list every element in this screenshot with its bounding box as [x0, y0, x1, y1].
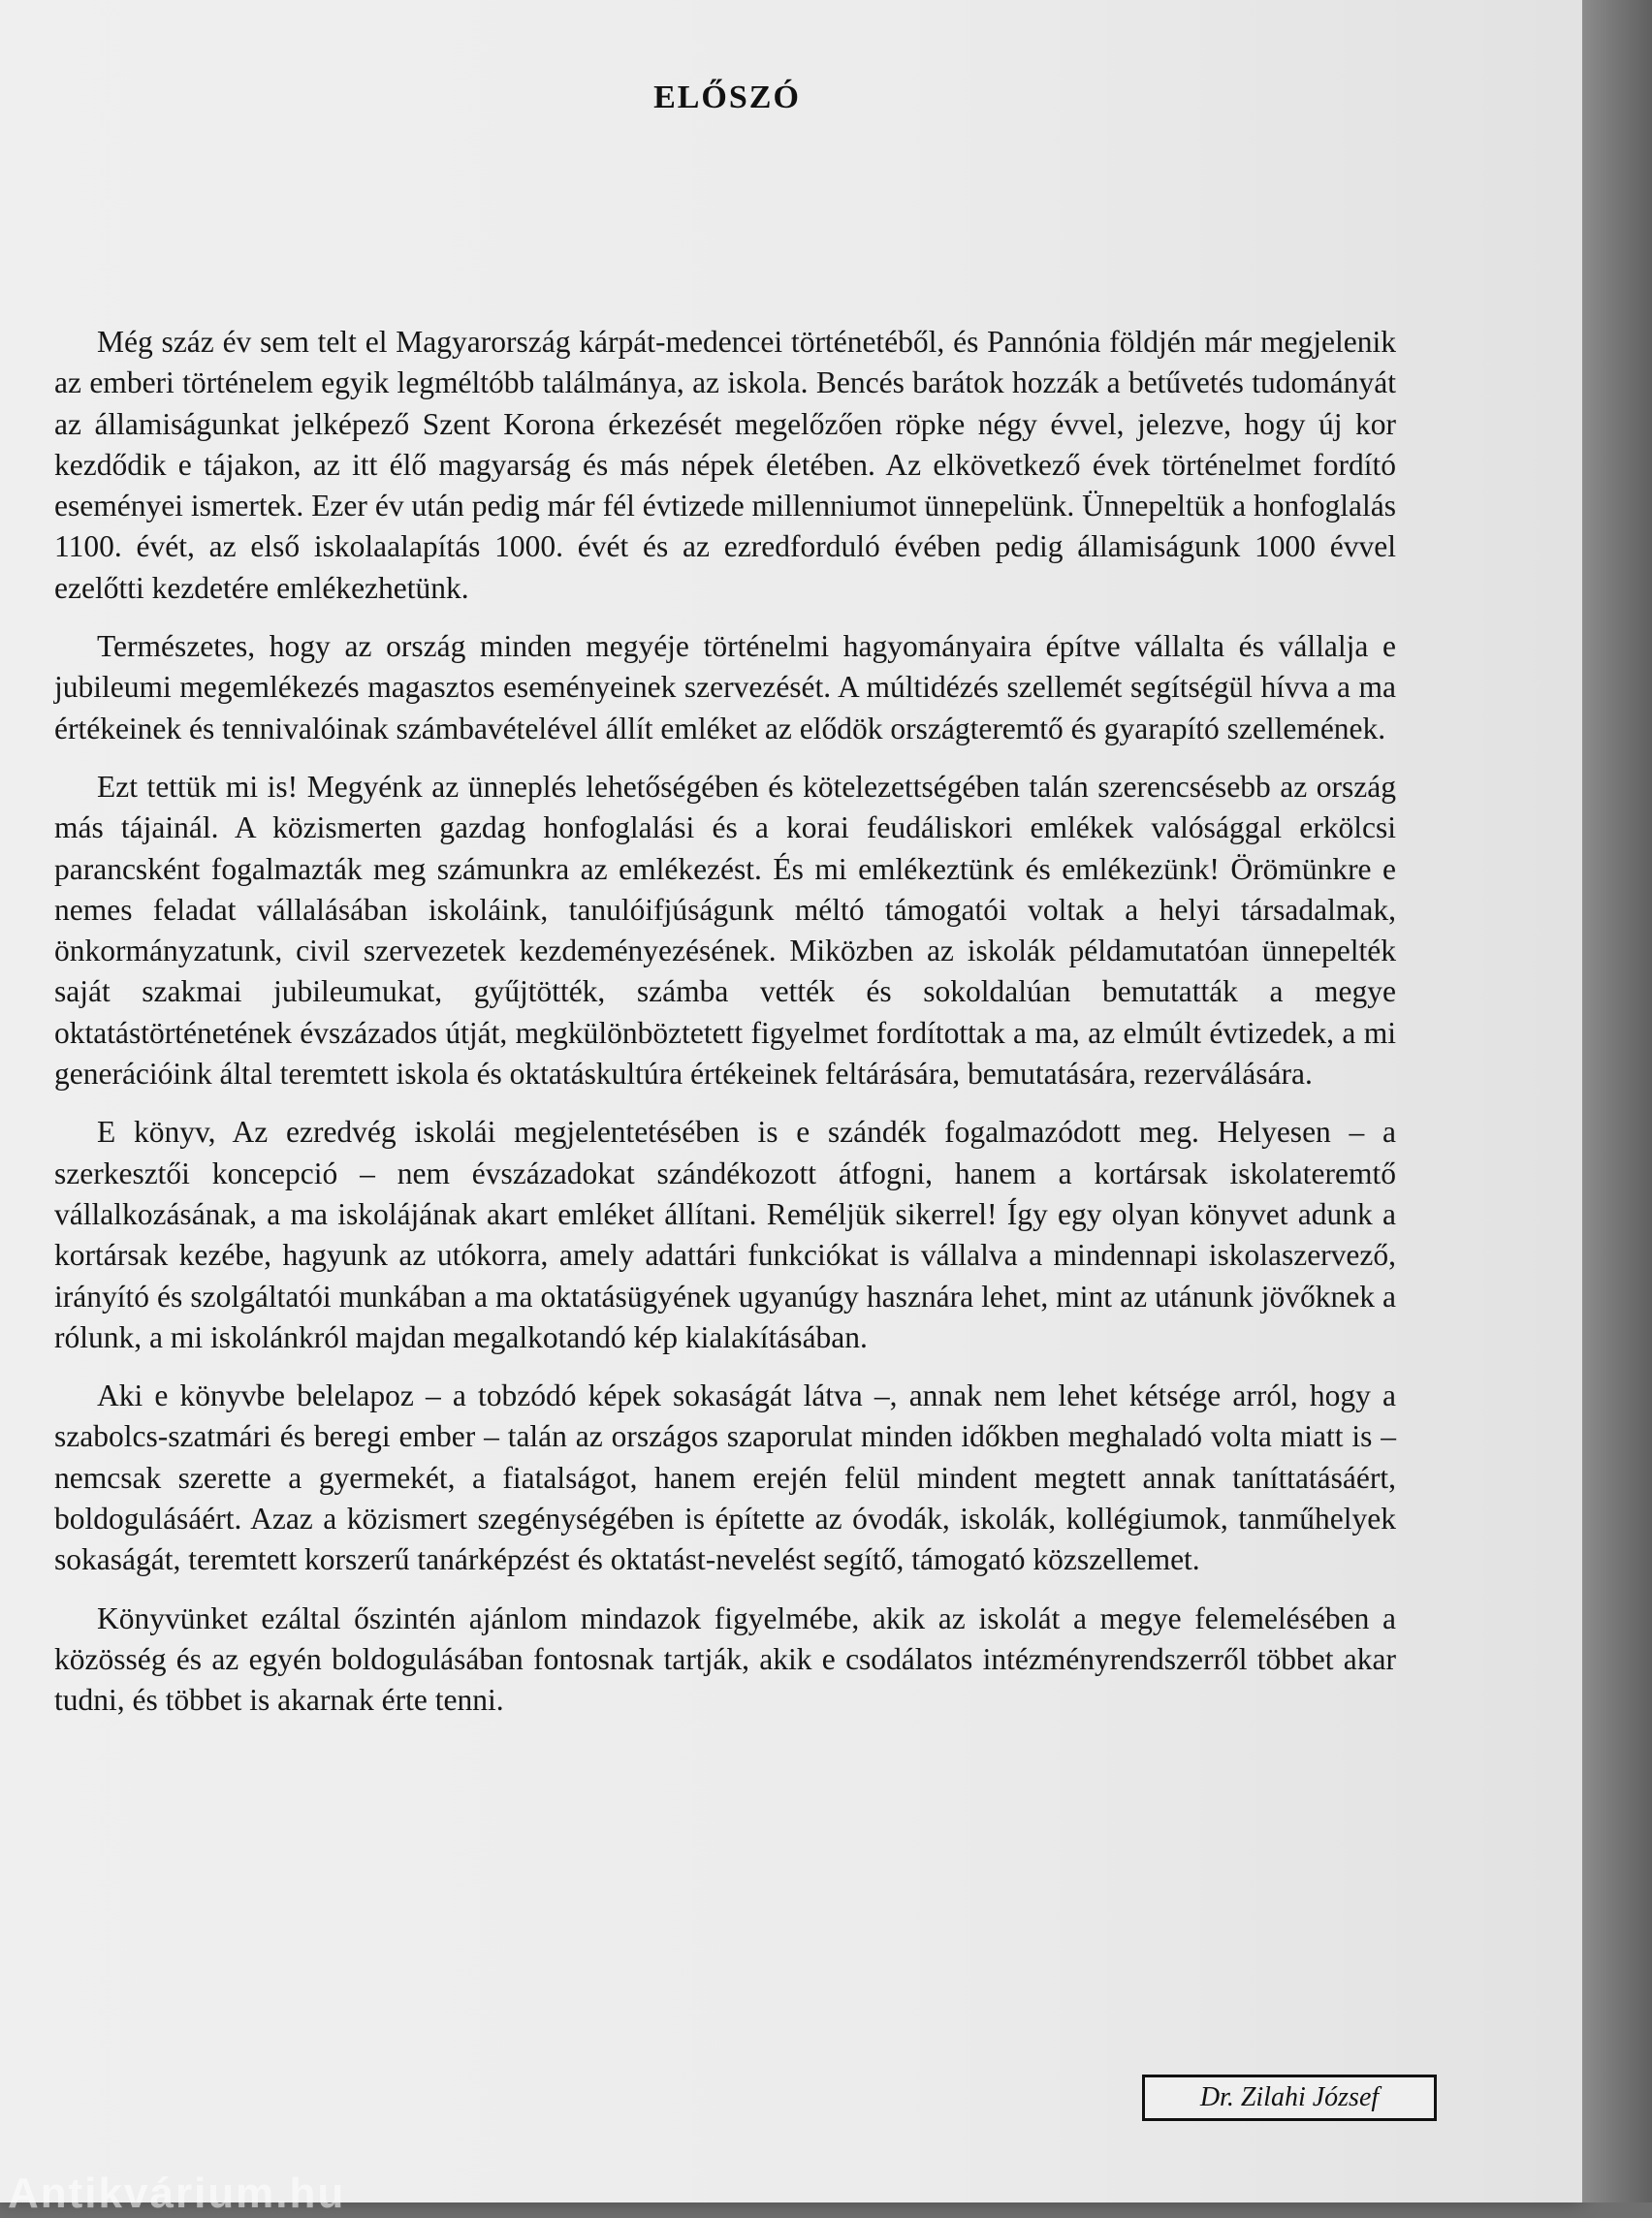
foreword-body — [54, 322, 1396, 1739]
paragraph-3: Ezt tettük mi is! Megyénk az ünneplés lehetőségében és kötelezettségében talán szerencsésebb az ország más tájainál. A közismerten gazdag honfoglalási és a korai feudáliskori emlékek valósággal erkölcsi parancsként fogalmazták meg számunkra az emlékezést. És mi emlékeztünk és emlékezünk! Örömünkre e nemes feladat vállalásában iskoláink, tanulóifjúságunk méltó támogatói voltak a helyi társadalmak, önkormányzatunk, civil szervezetek kezdeményezésének. Miközben az iskolák példamutatóan ünnepelték saját szakmai jubileumukat, gyűjtötték, számba vették és sokoldalúan bemutatták a megye oktatástörténetének évszázados útját, megkülönböztetett figyelmet fordítottak a ma, az elmúlt évtizedek, a mi generációink által teremtett iskola és oktatáskultúra értékeinek feltárására, bemutatására, rezerválására. — [54, 769, 1396, 1092]
watermark: Antikvárium.hu — [8, 2170, 346, 2217]
paragraph-2: Természetes, hogy az ország minden megyéje történelmi hagyományaira építve vállalta és vállalja e jubileumi megemlékezés magasztos eseményeinek szervezését. A múltidézés szellemét segítségül hívva a ma értékeinek és tennivalóinak számbavételével állít emléket az elődök országteremtő és gyarapító szellemének. — [54, 629, 1396, 745]
paragraph-4: E könyv, Az ezredvég iskolái megjelentetésében is e szándék fogalmazódott meg. Helyesen – a szerkesztői koncepció – nem évszázadokat szándékozott átfogni, hanem a kortársak iskolateremtő vállalkozásának, a ma iskolájának akart emléket állítani. Reméljük sikerrel! Így egy olyan könyvet adunk a kortársak kezébe, hagyunk az utókorra, amely adattári funkciókat is vállalva a mindennapi iskolaszervező, irányító és szolgáltatói munkában a ma oktatásügyének ugyanúgy hasznára lehet, mint az utánunk jövőknek a rólunk, a mi iskolánkról majdan megalkotandó kép kialakításában. — [54, 1115, 1396, 1354]
page-edge-shadow — [1582, 0, 1652, 2202]
paragraph-1: Még száz év sem telt el Magyarország kárpát-medencei történetéből, és Pannónia földjén már megjelenik az emberi történelem egyik legméltóbb találmánya, az iskola. Bencés barátok hozzák a betűvetés tudományát az államiságunkat jelképező Szent Korona érkezését megelőzően röpke négy évvel, jelezve, hogy új kor kezdődik e tájakon, az itt élő magyarság és más népek életében. Az elkövetkező évek történelmet fordító eseményei ismertek. Ezer év után pedig már fél évtizede millenniumot ünnepelünk. Ünnepeltük a honfoglalás 1100. évét, az első iskolaalapítás 1000. évét és az ezredforduló évében pedig államiságunk 1000 évvel ezelőtti kezdetére emlékezhetünk. — [54, 325, 1396, 605]
paragraph-5: Aki e könyvbe belelapoz – a tobzódó képek sokaságát látva –, annak nem lehet kétsége arról, hogy a szabolcs-szatmári és beregi ember – talán az országos szaporulat minden időkben meghaladó volta miatt is – nemcsak szerette a gyermekét, a fiatalságot, hanem erején felül mindent megtett annak taníttatásáért, boldogulásáért. Azaz a közismert szegénységében is építette az óvodák, iskolák, kollégiumok, tanműhelyek sokaságát, teremtett korszerű tanárképzést és oktatást-nevelést segítő, támogató közszellemet. — [54, 1378, 1396, 1577]
author-signature-box: Dr. Zilahi József — [1142, 2075, 1437, 2121]
page-title: ELŐSZÓ — [653, 79, 801, 115]
paragraph-6: Könyvünket ezáltal őszintén ajánlom mindazok figyelmébe, akik az iskolát a megye felemelésében a közösség és az egyén boldogulásában fontosnak tartják, akik e csodálatos intézményrendszerről többet akar tudni, és többet is akarnak érte tenni. — [54, 1600, 1396, 1718]
